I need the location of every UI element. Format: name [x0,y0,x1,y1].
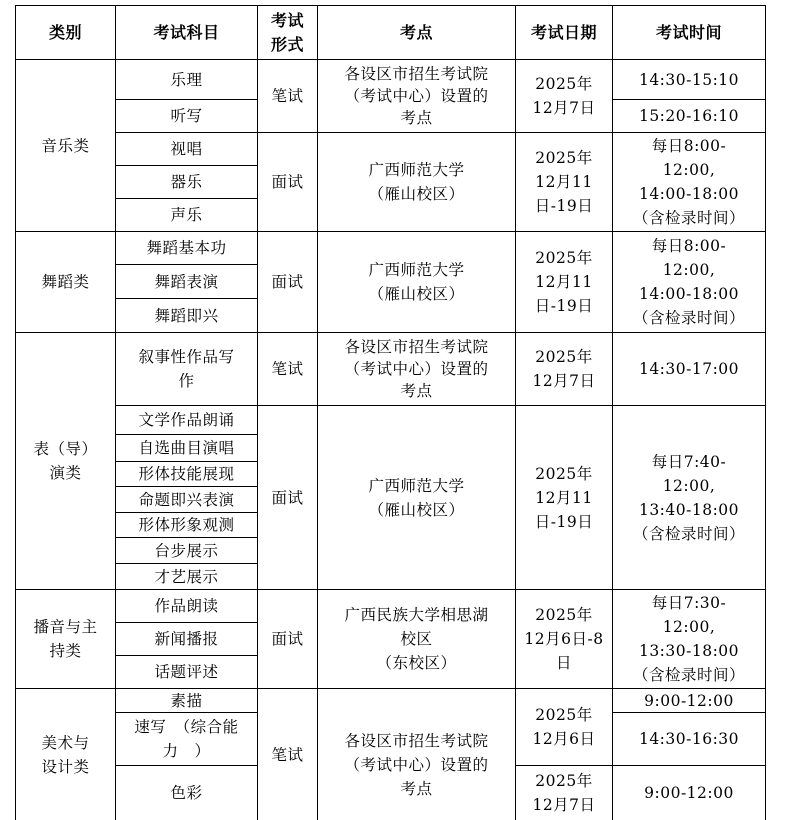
subject-cell: 台步展示 [154,541,219,560]
subject-cell: 叙事性作品写 作 [138,348,235,390]
subject-cell: 命题即兴表演 [138,490,235,509]
category-broadcast: 播音与主 持类 [33,618,98,660]
subject-cell: 话题评述 [154,663,219,681]
location-cell: 广西师范大学 （雁山校区） [368,161,465,203]
form-cell: 笔试 [271,745,304,764]
subject-cell: 素描 [170,691,203,710]
time-cell: 9:00-12:00 [644,784,734,802]
form-cell: 笔试 [271,87,304,105]
time-cell: 15:20-16:10 [638,107,740,125]
subject-cell: 新闻播报 [154,630,219,648]
time-cell: 每日8:00- 12:00, 14:00-18:00 （含检录时间） [632,237,745,327]
subject-cell: 视唱 [170,140,203,158]
subject-cell: 文学作品朗诵 [138,411,235,429]
form-cell: 面试 [271,630,304,648]
location-cell: 广西师范大学 （雁山校区） [368,476,465,519]
subject-cell: 色彩 [170,784,203,802]
header-category: 类别 [48,22,82,42]
category-art-design: 美术与 设计类 [41,733,90,776]
location-cell: 各设区市招生考试院 （考试中心）设置的 考点 [344,65,489,127]
subject-cell: 作品朗读 [154,597,219,615]
form-cell: 面试 [271,173,304,191]
subject-cell: 才艺展示 [154,567,219,586]
time-cell: 14:30-15:10 [638,70,740,89]
location-cell: 广西民族大学相思湖 校区 （东校区） [344,606,489,672]
date-cell: 2025年 12月6日-8 日 [524,606,604,672]
subject-cell: 形体形象观测 [138,516,235,534]
time-cell: 9:00-12:00 [644,691,734,710]
subject-cell: 舞蹈表演 [154,272,219,291]
subject-cell: 自选曲目演唱 [138,439,235,457]
date-cell: 2025年 12月7日 [532,772,596,814]
subject-cell: 乐理 [170,70,203,89]
form-cell: 面试 [271,488,304,507]
header-form: 考试 形式 [270,10,304,54]
table-border-right [765,5,766,820]
form-cell: 面试 [271,273,304,291]
subject-cell: 速写 （综合能 力 ） [134,718,239,760]
date-cell: 2025年 12月11 日-19日 [534,149,594,215]
header-date: 考试日期 [530,22,597,42]
location-cell: 广西师范大学 （雁山校区） [368,261,465,303]
date-cell: 2025年 12月7日 [532,348,596,390]
header-subject: 考试科目 [153,22,220,42]
category-music: 音乐类 [41,136,90,155]
subject-cell: 形体技能展现 [138,465,235,483]
time-cell: 每日7:40- 12:00, 13:40-18:00 （含检录时间） [632,452,745,543]
time-cell: 每日7:30- 12:00, 13:30-18:00 （含检录时间） [632,594,745,684]
subject-cell: 听写 [170,107,203,125]
time-cell: 每日8:00- 12:00, 14:00-18:00 （含检录时间） [632,137,745,227]
time-cell: 14:30-16:30 [638,730,740,748]
category-performance: 表（导） 演类 [33,440,98,482]
date-cell: 2025年 12月7日 [532,75,596,117]
date-cell: 2025年 12月6日 [532,706,596,748]
time-cell: 14:30-17:00 [638,360,740,378]
subject-cell: 器乐 [170,173,203,191]
date-cell: 2025年 12月11 日-19日 [534,249,594,315]
form-cell: 笔试 [271,360,304,378]
subject-cell: 舞蹈基本功 [146,239,227,257]
subject-cell: 声乐 [170,206,203,224]
header-location: 考点 [399,22,433,42]
header-time: 考试时间 [655,22,722,42]
location-cell: 各设区市招生考试院 （考试中心）设置的 考点 [344,731,489,798]
category-dance: 舞蹈类 [41,273,90,291]
subject-cell: 舞蹈即兴 [154,306,219,325]
date-cell: 2025年 12月11 日-19日 [534,464,594,531]
location-cell: 各设区市招生考试院 （考试中心）设置的 考点 [344,338,489,400]
